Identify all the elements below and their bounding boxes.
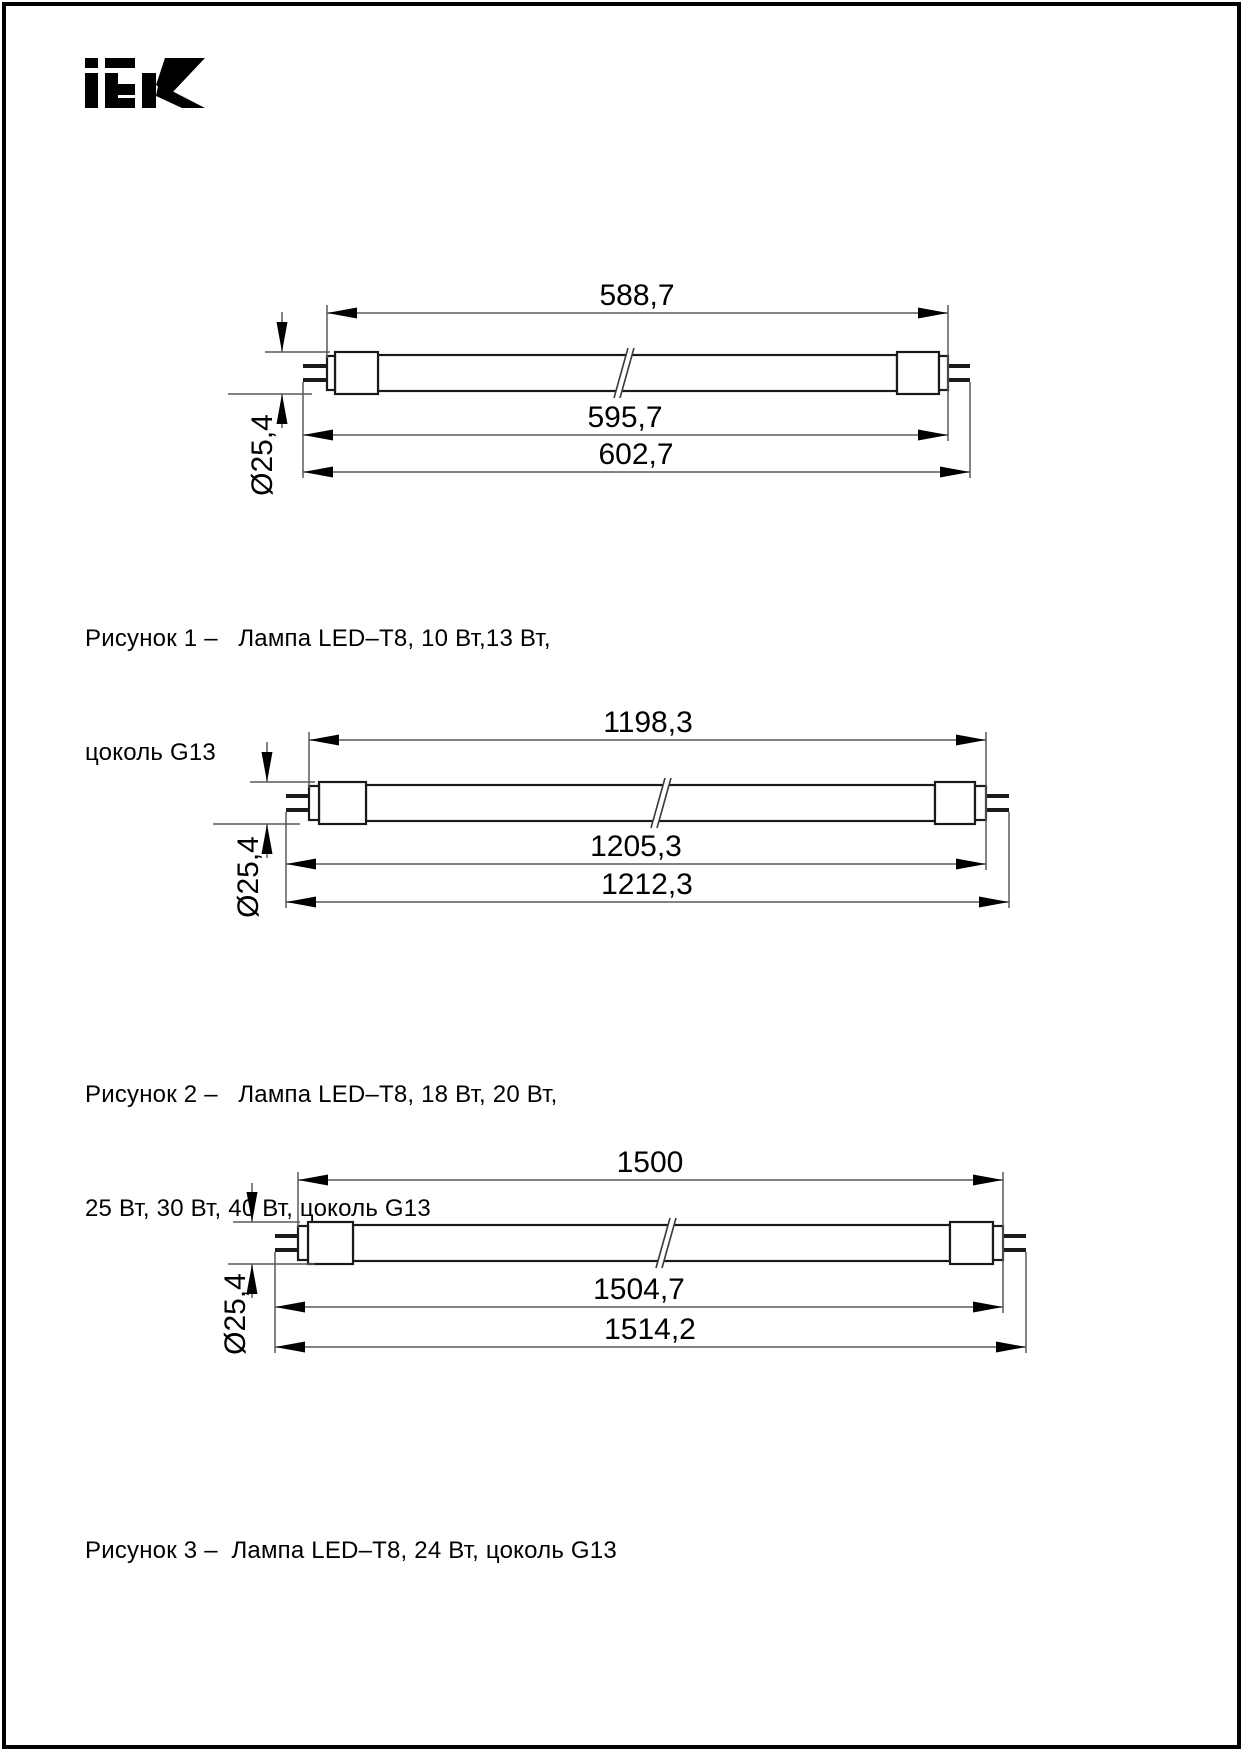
figure-1-caption [85,544,551,848]
caption-line: Рисунок 1 – Лампа LED–T8, 10 Вт,13 Вт, [85,625,551,652]
dim-label-overall: 602,7 [598,438,674,471]
caption-line: 25 Вт, 30 Вт, 40 Вт, цоколь G13 [85,1195,431,1222]
dimension-arrow [940,467,970,478]
dimension-arrow [303,430,333,441]
dimension-arrow [303,467,333,478]
dim-label-over-caps: 1205,3 [590,830,682,863]
base-step-right [975,786,986,820]
figure-1-drawing [228,279,970,496]
dimension-arrow [973,1302,1003,1313]
dimension-arrow [918,308,948,319]
logo-k-stem [142,73,156,108]
dim-label-overall: 1212,3 [601,868,693,901]
dimension-arrow [996,1342,1026,1353]
logo-e-bottom [105,98,135,108]
base-step-right [993,1226,1003,1260]
dim-label-tube-length: 588,7 [599,279,675,312]
dim-label-over-caps: 595,7 [587,401,663,434]
dimension-arrow [956,859,986,870]
base-step-left [327,356,335,390]
pin-right-top [948,364,970,368]
dim-label-tube-length: 1198,3 [603,706,693,739]
dimension-arrow [275,1342,305,1353]
pin-left-bottom [303,378,327,382]
dimension-arrow [286,897,316,908]
end-cap-left [335,352,378,394]
tube-body [378,355,897,391]
dim-label-over-caps: 1504,7 [593,1273,685,1306]
figure-2-caption [85,1000,558,1304]
pin-right-bottom [1003,1248,1026,1252]
pin-right-bottom [986,808,1009,812]
dim-label-overall: 1514,2 [604,1313,696,1346]
dimension-arrow [286,859,316,870]
pin-right-top [1003,1234,1026,1238]
end-cap-right [950,1222,993,1264]
dimension-arrow [918,430,948,441]
dimension-arrow [277,322,288,352]
logo-e-top [105,58,135,68]
logo-e-mid [118,84,135,95]
pin-left-top [303,364,327,368]
base-step-right [939,356,948,390]
pin-right-bottom [948,378,970,382]
pin-right-top [986,794,1009,798]
dimension-arrow [956,735,986,746]
caption-line: цоколь G13 [85,739,216,766]
dimension-arrow [973,1175,1003,1186]
dim-label-diameter: Ø25,4 [232,836,265,918]
end-cap-right [897,352,939,394]
dim-label-diameter: Ø25,4 [219,1273,252,1355]
figure-3-caption [85,1456,617,1646]
dimension-arrow [327,308,357,319]
caption-line: Рисунок 2 – Лампа LED–T8, 18 Вт, 20 Вт, [85,1081,558,1108]
dimension-arrow [979,897,1009,908]
end-cap-right [935,782,975,824]
dim-label-tube-length: 1500 [616,1146,684,1179]
logo-k-lower-diagonal [156,86,205,108]
logo-i-dot [85,58,98,68]
dim-label-diameter: Ø25,4 [246,414,279,496]
iek-logo [85,58,205,108]
logo-i-stem [85,73,98,108]
caption-line: Рисунок 3 – Лампа LED–T8, 24 Вт, цоколь G13 [85,1537,617,1564]
